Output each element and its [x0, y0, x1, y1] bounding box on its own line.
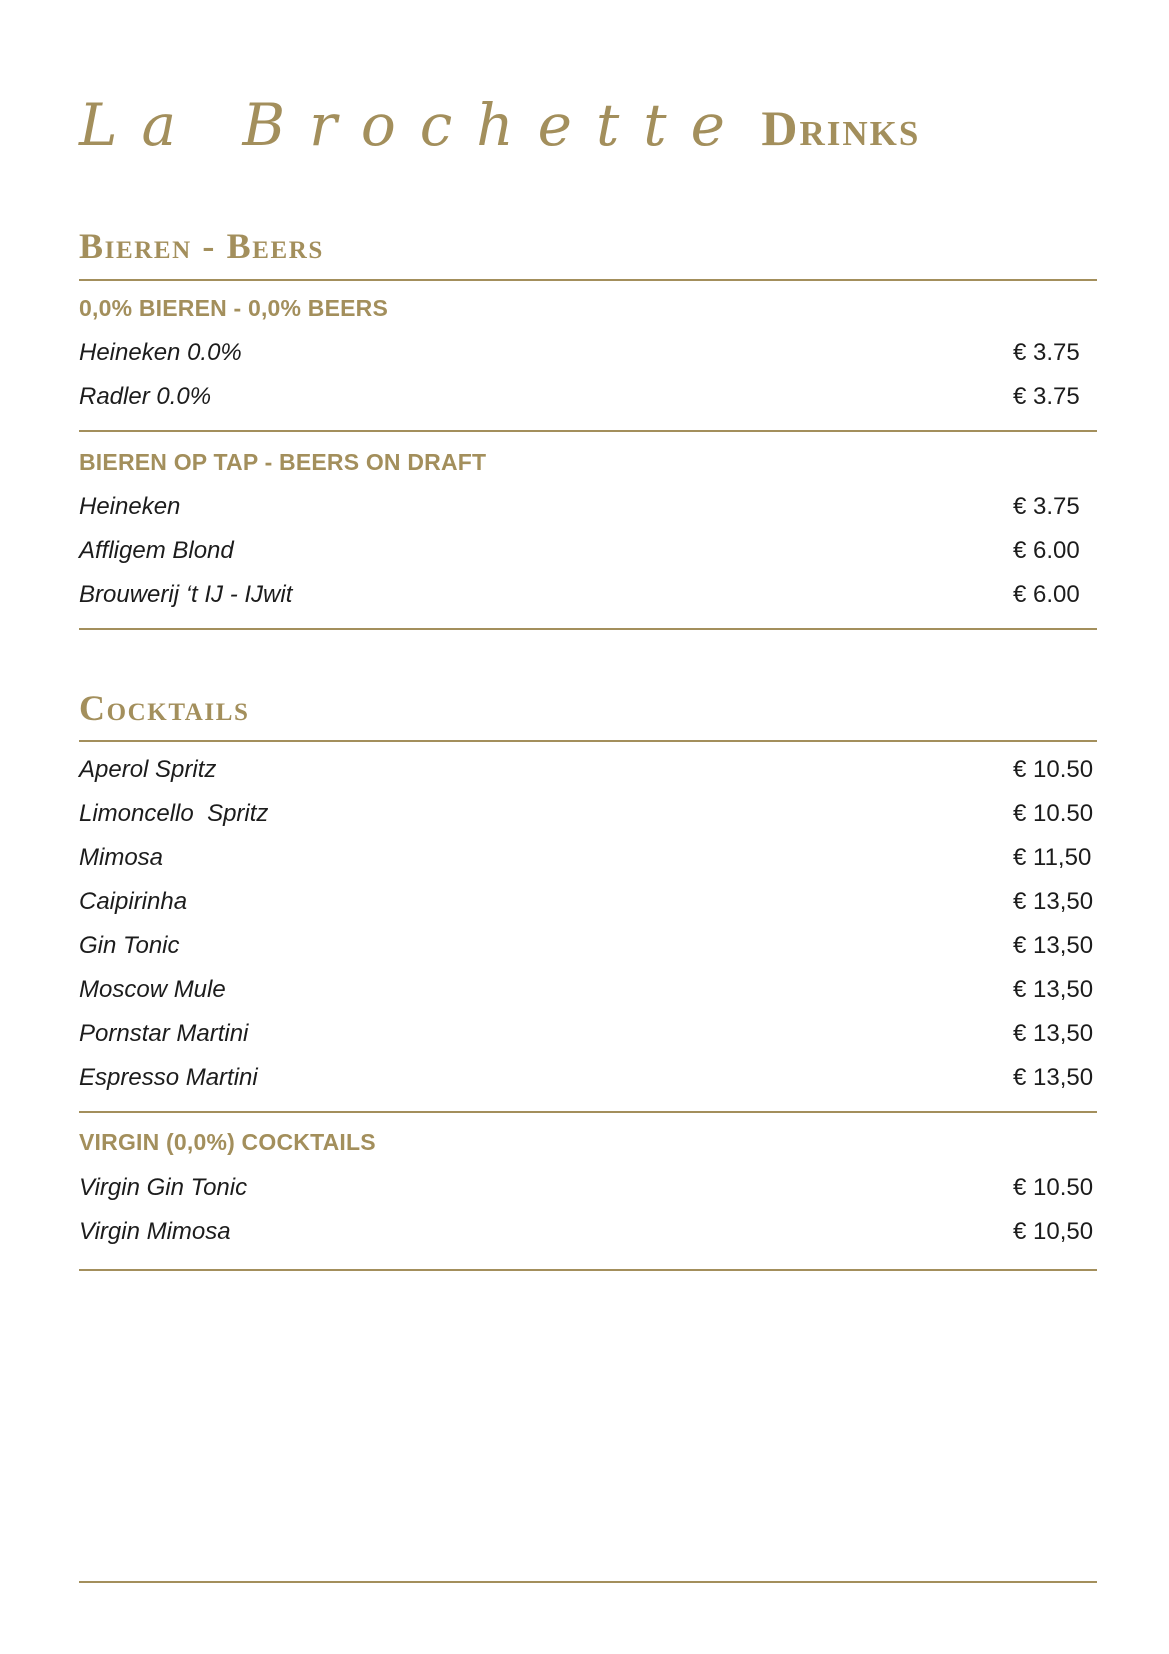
subheading-virgin-cocktails: VIRGIN (0,0%) COCKTAILS: [79, 1129, 376, 1155]
item-price: € 3.75: [1013, 383, 1080, 410]
menu-item: [79, 887, 1097, 917]
menu-item: [79, 1019, 1097, 1049]
menu-item: [79, 1063, 1097, 1093]
item-name: Brouwerij ‘t IJ - IJwit: [79, 581, 293, 608]
menu-item: [79, 931, 1097, 961]
menu-item: [79, 843, 1097, 873]
item-name: Radler 0.0%: [79, 383, 212, 410]
menu-item: [79, 755, 1097, 785]
item-name: Pornstar Martini: [79, 1020, 249, 1047]
item-name: Virgin Mimosa: [79, 1218, 231, 1245]
item-price: € 6.00: [1013, 537, 1080, 564]
menu-title: [79, 91, 921, 159]
group-divider: [79, 1111, 1097, 1113]
section-title-beers: Bieren - Beers: [79, 226, 324, 266]
item-name: Aperol Spritz: [79, 756, 217, 783]
menu-item: [79, 536, 1097, 566]
item-price: € 13,50: [1013, 976, 1094, 1003]
item-price: € 13,50: [1013, 1020, 1094, 1047]
item-price: € 13,50: [1013, 932, 1094, 959]
item-price: € 13,50: [1013, 1064, 1094, 1091]
item-name: Virgin Gin Tonic: [79, 1174, 248, 1201]
item-price: € 10.50: [1013, 1174, 1094, 1201]
item-name: Mimosa: [79, 844, 164, 871]
item-name: Caipirinha: [79, 888, 188, 915]
menu-item: [79, 492, 1097, 522]
menu-page: [79, 0, 1097, 1654]
item-name: Heineken: [79, 493, 181, 520]
item-price: € 10,50: [1013, 1218, 1094, 1245]
menu-item: [79, 1217, 1097, 1247]
item-price: € 13,50: [1013, 888, 1094, 915]
menu-item: [79, 382, 1097, 412]
brand-logo-text: La Brochette: [79, 91, 749, 159]
item-price: € 3.75: [1013, 493, 1080, 520]
item-price: € 6.00: [1013, 581, 1080, 608]
item-name: Limoncello Spritz: [79, 800, 269, 827]
item-price: € 3.75: [1013, 339, 1080, 366]
section-divider: [79, 628, 1097, 630]
section-divider: [79, 1269, 1097, 1271]
menu-item: [79, 799, 1097, 829]
item-price: € 10.50: [1013, 756, 1094, 783]
item-name: Moscow Mule: [79, 976, 226, 1003]
menu-item: [79, 975, 1097, 1005]
item-price: € 11,50: [1013, 844, 1092, 871]
item-name: Affligem Blond: [79, 537, 234, 564]
footer-divider: [79, 1581, 1097, 1583]
item-name: Gin Tonic: [79, 932, 180, 959]
section-divider: [79, 279, 1097, 281]
item-name: Heineken 0.0%: [79, 339, 242, 366]
menu-item: [79, 580, 1097, 610]
subheading-zero-beers: 0,0% BIEREN - 0,0% BEERS: [79, 295, 389, 321]
menu-item: [79, 338, 1097, 368]
section-divider: [79, 740, 1097, 742]
group-divider: [79, 430, 1097, 432]
item-price: € 10.50: [1013, 800, 1094, 827]
menu-title-drinks: Drinks: [761, 100, 921, 156]
section-title-cocktails: Cocktails: [79, 688, 250, 728]
subheading-draft-beers: BIEREN OP TAP - BEERS ON DRAFT: [79, 449, 487, 475]
menu-item: [79, 1173, 1097, 1203]
item-name: Espresso Martini: [79, 1064, 258, 1091]
